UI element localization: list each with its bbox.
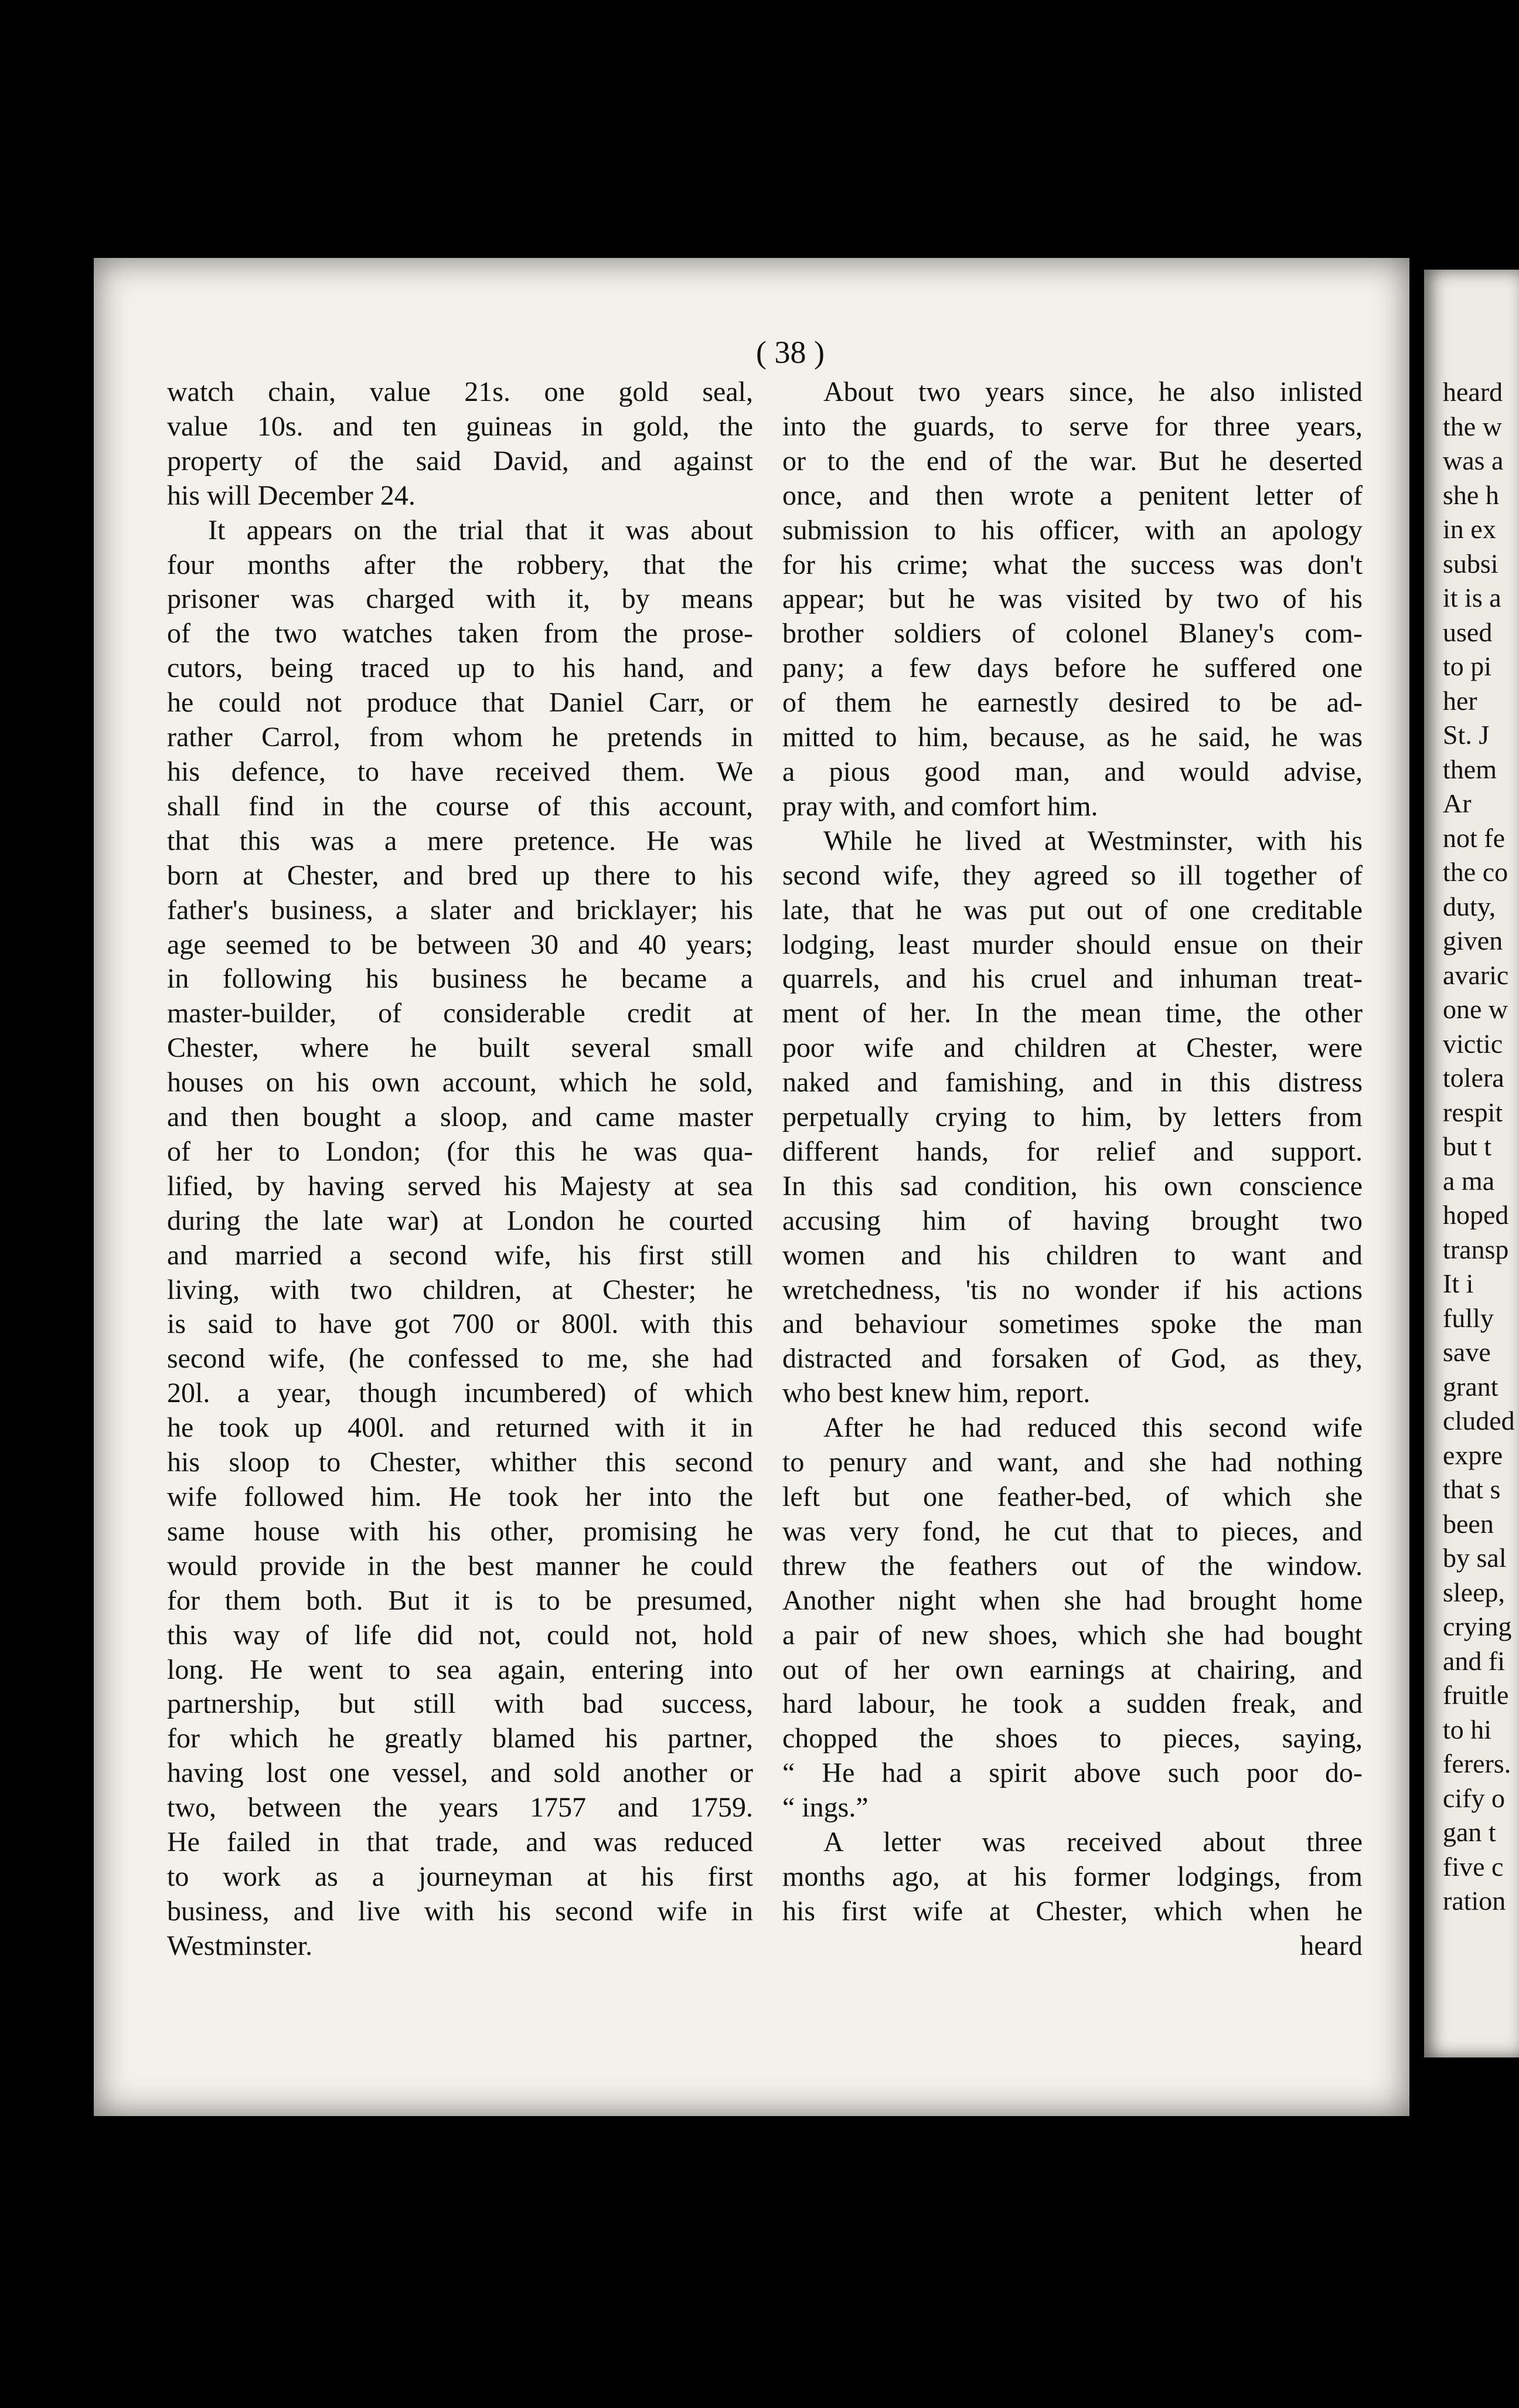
text-line: or to the end of the war. But he deserted bbox=[782, 445, 1363, 477]
text-line: of her to London; (for this he was qua- bbox=[167, 1135, 753, 1167]
text-line: In this sad condition, his own conscience bbox=[782, 1170, 1363, 1202]
text-line: shall find in the course of this account, bbox=[167, 790, 753, 822]
fragment-line: save bbox=[1443, 1337, 1491, 1367]
text-line: submission to his officer, with an apology bbox=[782, 514, 1363, 546]
text-line: out of her own earnings at chairing, and bbox=[782, 1654, 1363, 1685]
text-line: that this was a mere pretence. He was bbox=[167, 825, 753, 856]
fragment-line: cify o bbox=[1443, 1783, 1506, 1813]
text-line: long. He went to sea again, entering into bbox=[167, 1654, 753, 1685]
text-line: who best knew him, report. bbox=[782, 1378, 1091, 1409]
text-line: into the guards, to serve for three years, bbox=[782, 410, 1363, 442]
fragment-line: ferers. bbox=[1443, 1749, 1511, 1778]
fragment-line: gan t bbox=[1443, 1817, 1496, 1847]
text-line: in following his business he became a bbox=[167, 963, 753, 995]
text-line: of them he earnestly desired to be ad- bbox=[782, 687, 1363, 719]
fragment-line: transp bbox=[1443, 1234, 1509, 1264]
fragment-line: sleep, bbox=[1443, 1577, 1506, 1607]
text-line: to work as a journeyman at his first bbox=[167, 1861, 753, 1892]
fragment-line: that s bbox=[1443, 1474, 1501, 1504]
fragment-line: been bbox=[1443, 1508, 1494, 1539]
fragment-line: and fi bbox=[1443, 1645, 1506, 1676]
text-line: distracted and forsaken of God, as they, bbox=[782, 1343, 1363, 1375]
fragment-line: heard bbox=[1443, 377, 1503, 407]
text-line: hard labour, he took a sudden freak, and bbox=[782, 1688, 1363, 1720]
fragment-line: in ex bbox=[1443, 514, 1496, 544]
text-line: “ ings.” bbox=[782, 1792, 869, 1824]
fragment-line: fully bbox=[1443, 1302, 1494, 1333]
text-line: It appears on the trial that it was about bbox=[208, 514, 753, 546]
text-line: wife followed him. He took her into the bbox=[167, 1481, 753, 1512]
text-line: pray with, and comfort him. bbox=[782, 790, 1098, 822]
text-line: during the late war) at London he courted bbox=[167, 1205, 753, 1236]
fragment-line: fruitle bbox=[1443, 1680, 1509, 1710]
fragment-line: It i bbox=[1443, 1268, 1474, 1298]
text-line: different hands, for relief and support. bbox=[782, 1135, 1363, 1167]
text-line: age seemed to be between 30 and 40 years; bbox=[167, 928, 753, 960]
fragment-line: St. J bbox=[1443, 720, 1490, 750]
text-line: his will December 24. bbox=[167, 479, 415, 511]
text-line: a pious good man, and would advise, bbox=[782, 756, 1363, 787]
text-line: lodging, least murder should ensue on their bbox=[782, 928, 1363, 960]
text-line: four months after the robbery, that the bbox=[167, 549, 753, 580]
text-line: rather Carrol, from whom he pretends in bbox=[167, 722, 753, 753]
fragment-line: respit bbox=[1443, 1097, 1503, 1127]
fragment-line: expre bbox=[1443, 1440, 1503, 1470]
fragment-line: to hi bbox=[1443, 1714, 1492, 1744]
text-line: and behaviour sometimes spoke the man bbox=[782, 1308, 1363, 1340]
fragment-line: tolera bbox=[1443, 1063, 1504, 1093]
text-line: for his crime; what the success was don't bbox=[782, 549, 1363, 580]
text-line: watch chain, value 21s. one gold seal, bbox=[167, 376, 753, 407]
fragment-line: she h bbox=[1443, 479, 1499, 510]
text-line: his defence, to have received them. We bbox=[167, 756, 753, 787]
text-line: partnership, but still with bad success, bbox=[167, 1688, 753, 1720]
text-line: A letter was received about three bbox=[823, 1827, 1363, 1858]
fragment-line: grant bbox=[1443, 1371, 1498, 1402]
text-line: heard bbox=[1300, 1930, 1363, 1961]
fragment-line: a ma bbox=[1443, 1165, 1495, 1196]
page-number: ( 38 ) bbox=[756, 335, 825, 370]
text-line: his sloop to Chester, whither this second bbox=[167, 1447, 753, 1478]
text-line: prisoner was charged with it, by means bbox=[167, 583, 753, 615]
text-line: was very fond, he cut that to pieces, and bbox=[782, 1515, 1363, 1547]
fragment-line: the co bbox=[1443, 857, 1508, 887]
text-line: is said to have got 700 or 800l. with this bbox=[167, 1308, 753, 1340]
text-line: chopped the shoes to pieces, saying, bbox=[782, 1723, 1363, 1754]
fragment-line: subsi bbox=[1443, 548, 1498, 579]
text-line: he took up 400l. and returned with it in bbox=[167, 1412, 753, 1444]
text-line: Another night when she had brought home bbox=[782, 1584, 1363, 1616]
text-line: About two years since, he also inlisted bbox=[823, 376, 1363, 407]
fragment-line: duty, bbox=[1443, 891, 1496, 921]
right-text-column bbox=[782, 375, 1363, 1964]
fragment-line: them bbox=[1443, 754, 1497, 784]
text-line: and married a second wife, his first still bbox=[167, 1239, 753, 1271]
fragment-line: by sal bbox=[1443, 1543, 1507, 1573]
text-line: two, between the years 1757 and 1759. bbox=[167, 1792, 753, 1824]
text-line: months ago, at his former lodgings, from bbox=[782, 1861, 1363, 1892]
fragment-line: hoped bbox=[1443, 1200, 1509, 1230]
facing-page-fragment bbox=[1424, 270, 1519, 2057]
fragment-line: to pi bbox=[1443, 651, 1492, 681]
text-line: property of the said David, and against bbox=[167, 445, 753, 477]
text-line: cutors, being traced up to his hand, and bbox=[167, 652, 753, 684]
text-line: business, and live with his second wife in bbox=[167, 1895, 753, 1927]
text-line: father's business, a slater and bricklayer; his bbox=[167, 894, 753, 926]
text-line: After he had reduced this second wife bbox=[823, 1412, 1363, 1444]
fragment-line: used bbox=[1443, 617, 1493, 647]
fragment-line: was a bbox=[1443, 445, 1504, 475]
text-line: a pair of new shoes, which she had bought bbox=[782, 1619, 1363, 1651]
text-line: for them both. But it is to be presumed, bbox=[167, 1584, 753, 1616]
text-line: value 10s. and ten guineas in gold, the bbox=[167, 410, 753, 442]
text-line: mitted to him, because, as he said, he was bbox=[782, 722, 1363, 753]
fragment-line: crying bbox=[1443, 1611, 1512, 1641]
text-line: second wife, they agreed so ill together of bbox=[782, 859, 1363, 891]
text-line: having lost one vessel, and sold another or bbox=[167, 1757, 753, 1789]
text-line: once, and then wrote a penitent letter of bbox=[782, 479, 1363, 511]
fragment-line: her bbox=[1443, 685, 1477, 716]
fragment-line: five c bbox=[1443, 1851, 1504, 1882]
fragment-line: Ar bbox=[1443, 788, 1472, 818]
text-line: he could not produce that Daniel Carr, or bbox=[167, 687, 753, 719]
fragment-line: it is a bbox=[1443, 583, 1501, 613]
text-line: his first wife at Chester, which when he bbox=[782, 1895, 1363, 1927]
text-line: 20l. a year, though incumbered) of which bbox=[167, 1378, 753, 1409]
text-line: ment of her. In the mean time, the other bbox=[782, 998, 1363, 1029]
fragment-line: avaric bbox=[1443, 960, 1509, 990]
text-line: naked and famishing, and in this distress bbox=[782, 1067, 1363, 1098]
fragment-line: victic bbox=[1443, 1028, 1503, 1059]
text-line: poor wife and children at Chester, were bbox=[782, 1032, 1363, 1064]
fragment-line: but t bbox=[1443, 1131, 1492, 1161]
text-line: appear; but he was visited by two of his bbox=[782, 583, 1363, 615]
text-line: for which he greatly blamed his partner, bbox=[167, 1723, 753, 1754]
text-line: would provide in the best manner he could bbox=[167, 1550, 753, 1581]
text-line: born at Chester, and bred up there to his bbox=[167, 859, 753, 891]
text-line: accusing him of having brought two bbox=[782, 1205, 1363, 1236]
text-line: lified, by having served his Majesty at sea bbox=[167, 1170, 753, 1202]
left-text-column bbox=[167, 375, 753, 1964]
text-line: this way of life did not, could not, hold bbox=[167, 1619, 753, 1651]
text-line: houses on his own account, which he sold, bbox=[167, 1067, 753, 1098]
fragment-line: not fe bbox=[1443, 822, 1506, 853]
text-line: living, with two children, at Chester; he bbox=[167, 1274, 753, 1305]
text-line: While he lived at Westminster, with his bbox=[823, 825, 1363, 856]
text-line: quarrels, and his cruel and inhuman treat- bbox=[782, 963, 1363, 995]
text-line: perpetually crying to him, by letters from bbox=[782, 1101, 1363, 1133]
fragment-line: ration bbox=[1443, 1886, 1506, 1916]
text-line: brother soldiers of colonel Blaney's com- bbox=[782, 618, 1363, 649]
text-line: threw the feathers out of the window. bbox=[782, 1550, 1363, 1581]
text-line: pany; a few days before he suffered one bbox=[782, 652, 1363, 684]
fragment-line: one w bbox=[1443, 994, 1508, 1024]
text-line: second wife, (he confessed to me, she had bbox=[167, 1343, 753, 1375]
text-line: late, that he was put out of one creditable bbox=[782, 894, 1363, 926]
text-line: of the two watches taken from the prose- bbox=[167, 618, 753, 649]
fragment-line: cluded bbox=[1443, 1406, 1515, 1436]
text-line: He failed in that trade, and was reduced bbox=[167, 1827, 753, 1858]
text-line: wretchedness, 'tis no wonder if his actions bbox=[782, 1274, 1363, 1305]
text-line: Chester, where he built several small bbox=[167, 1032, 753, 1064]
text-line: “ He had a spirit above such poor do- bbox=[782, 1757, 1363, 1789]
text-line: same house with his other, promising he bbox=[167, 1515, 753, 1547]
text-line: and then bought a sloop, and came master bbox=[167, 1101, 753, 1133]
text-line: women and his children to want and bbox=[782, 1239, 1363, 1271]
text-line: left but one feather-bed, of which she bbox=[782, 1481, 1363, 1512]
text-line: master-builder, of considerable credit at bbox=[167, 998, 753, 1029]
text-line: to penury and want, and she had nothing bbox=[782, 1447, 1363, 1478]
fragment-line: given bbox=[1443, 926, 1503, 955]
text-line: Westminster. bbox=[167, 1930, 313, 1961]
fragment-line: the w bbox=[1443, 411, 1502, 441]
